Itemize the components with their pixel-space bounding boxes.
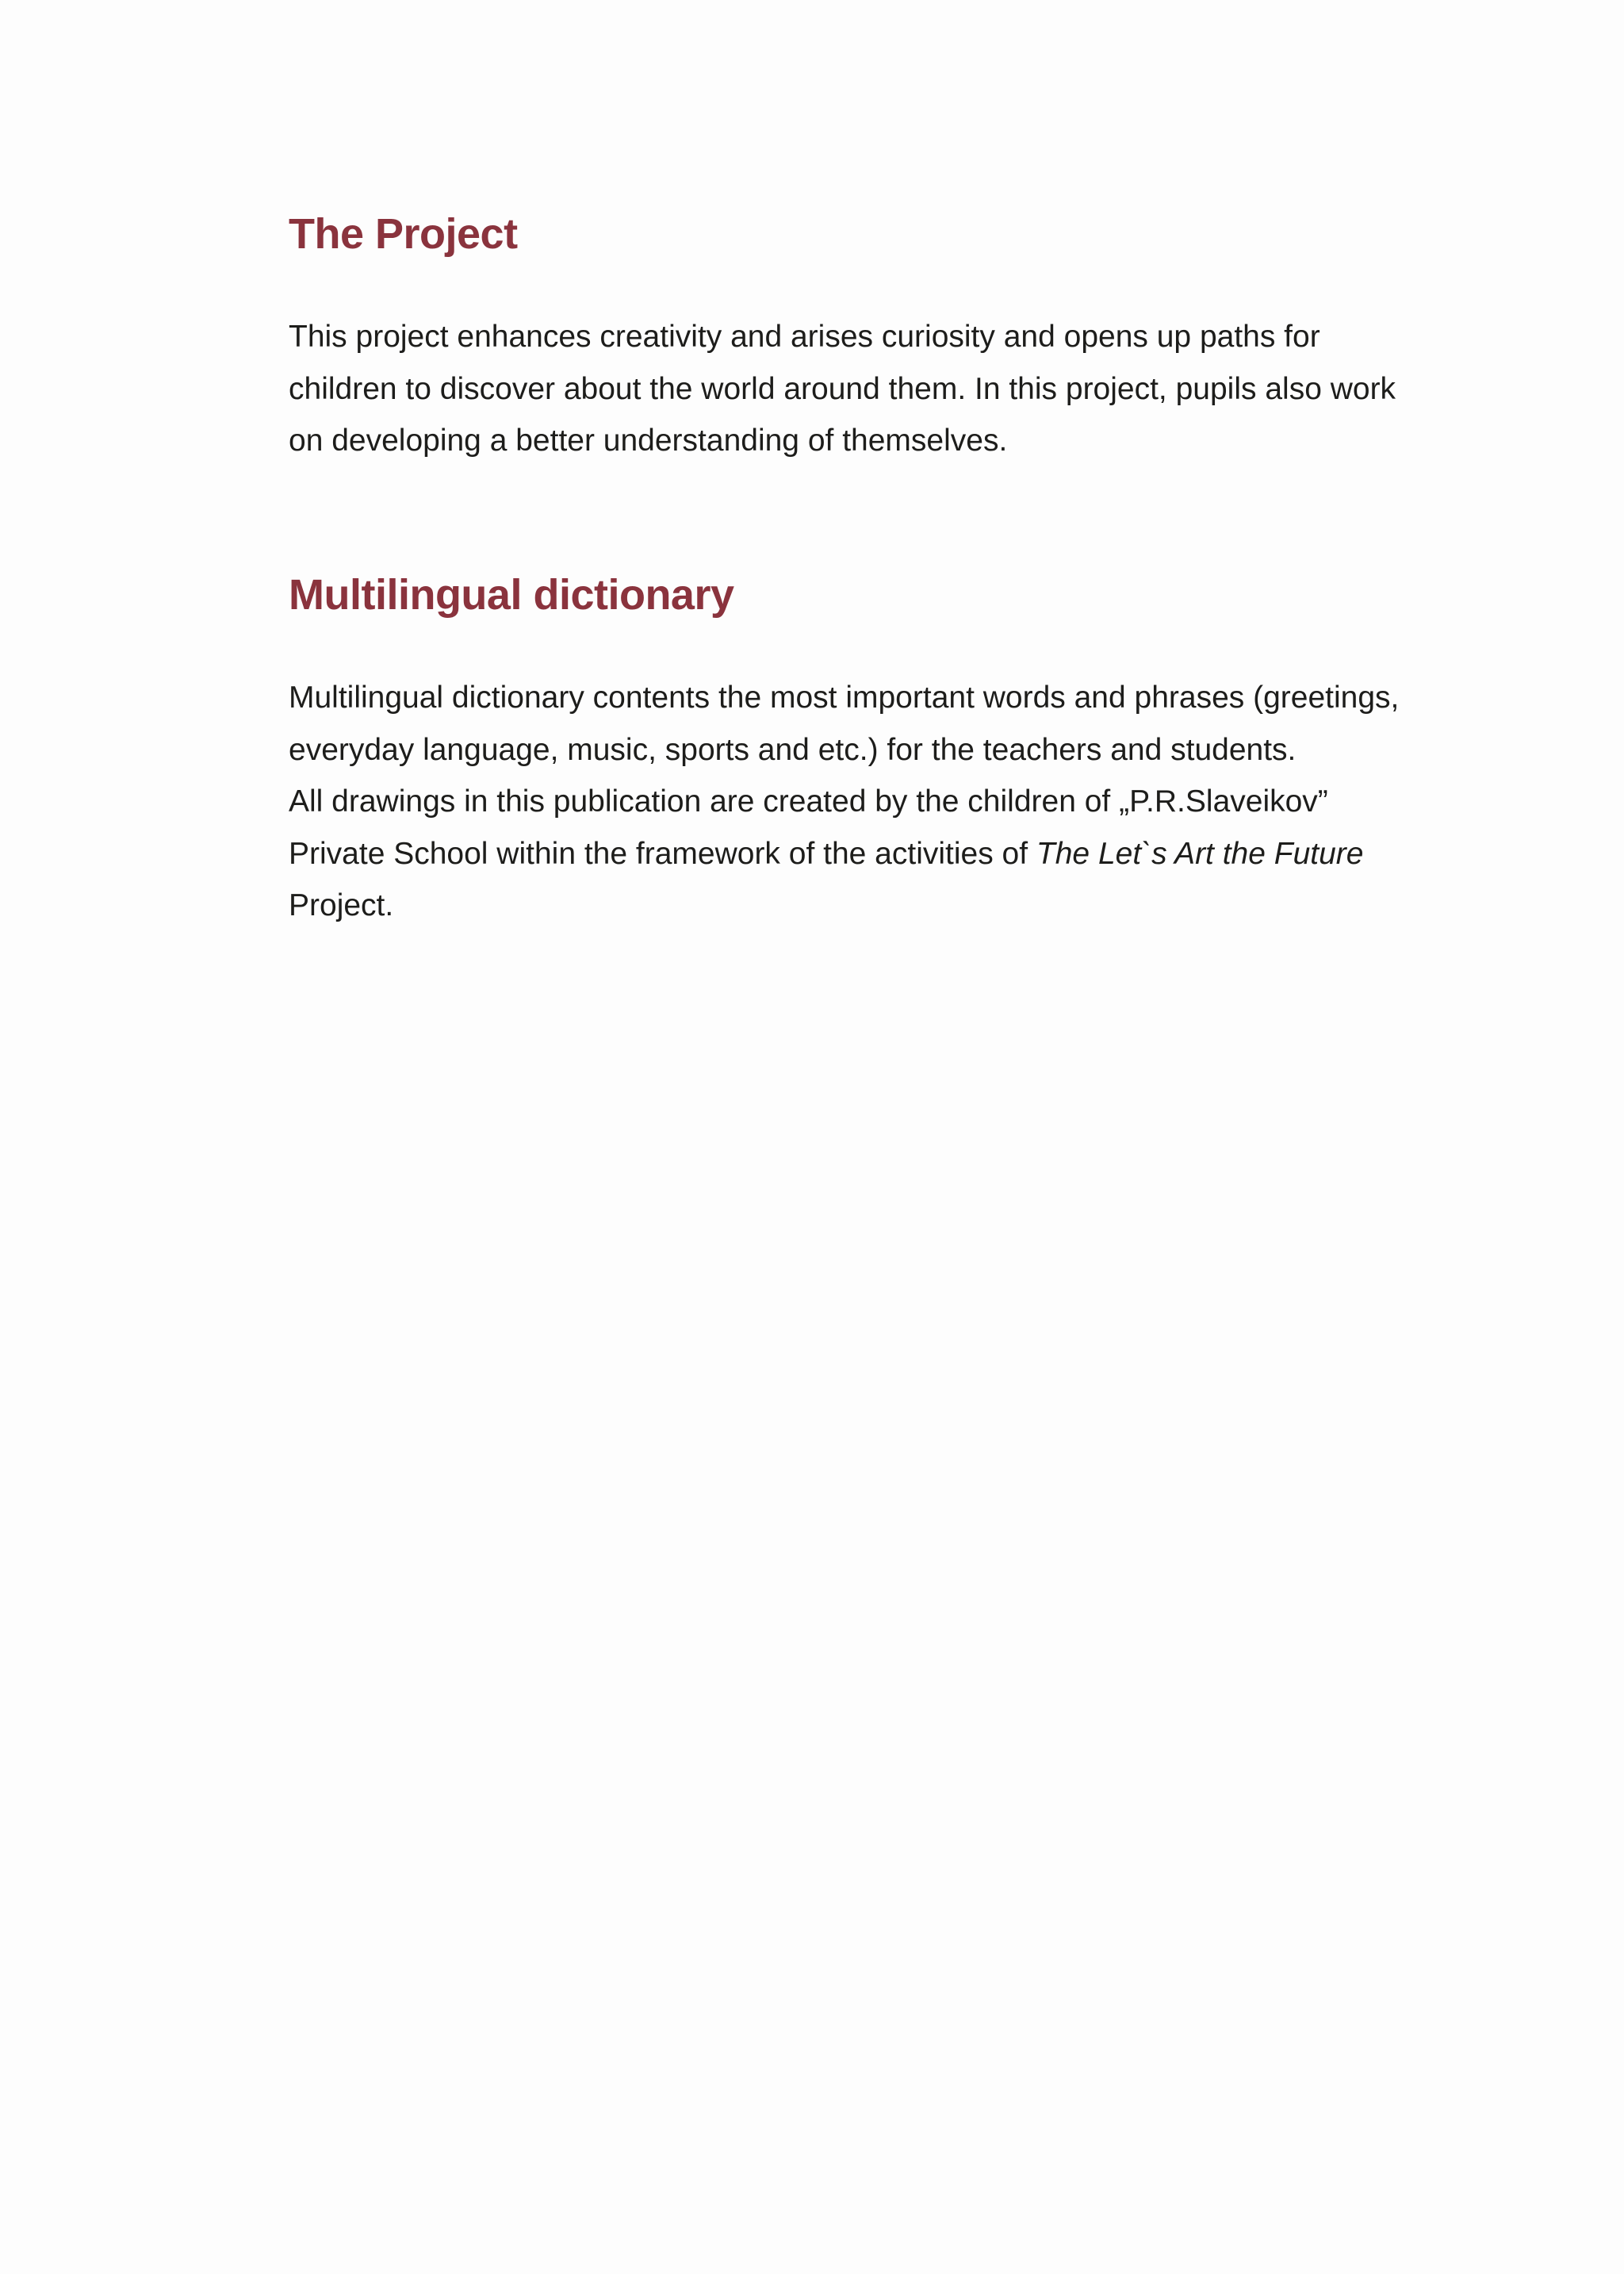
section-heading: Multilingual dictionary (289, 571, 734, 619)
paragraph: Multilingual dictionary contents the most important words and phrases (greetings, everyday language, music, sports and etc.) for the teachers and students. (289, 681, 1400, 767)
section-body (289, 672, 1415, 932)
section-body (289, 311, 1415, 467)
project-title: The Let`s Art the Future (1036, 836, 1364, 871)
paragraph: This project enhances creativity and arises curiosity and opens up paths for children to discover about the world around them. In this project, pupils also work on developing a better understanding of themselves. (289, 320, 1396, 458)
section-heading: The Project (289, 210, 518, 258)
section-the-project (289, 206, 1415, 467)
closing-paragraph (289, 776, 1415, 932)
section-multilingual-dictionary (289, 567, 1415, 932)
closing-text-after: Project. (289, 888, 394, 922)
closing-text-before: All drawings in this publication are created by the children of „P.R.Slaveikov” Private School within the framework of the activities of (289, 784, 1328, 871)
